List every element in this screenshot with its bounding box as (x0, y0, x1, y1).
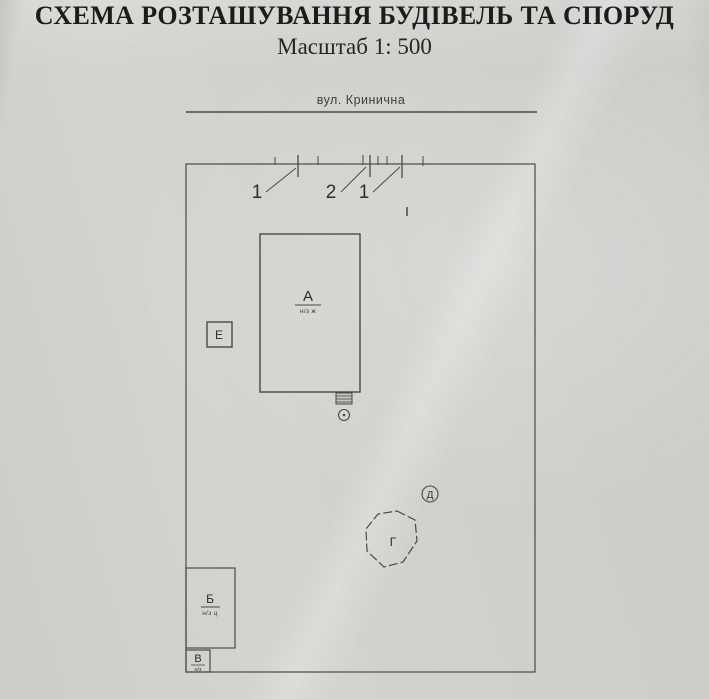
building-b-outline (186, 568, 235, 648)
porch-hatched (336, 393, 352, 404)
scale-label: Масштаб 1: 500 (277, 34, 432, 59)
street-name-label: вул. Кринична (316, 93, 406, 107)
building-v-sublabel: н/з (194, 667, 202, 673)
boundary-ticks (275, 155, 423, 178)
dimension-label: 2 (325, 182, 337, 203)
structure-e-label: Е (214, 328, 224, 342)
well-symbol (339, 410, 350, 421)
building-v-label: В (194, 653, 202, 665)
building-a-sublabel: н/з ж (299, 308, 317, 315)
building-b (186, 568, 235, 648)
dimension-label: 1 (251, 182, 263, 203)
page-title: СХЕМА РОЗТАШУВАННЯ БУДІВЕЛЬ ТА СПОРУД (34, 1, 675, 30)
building-v (186, 650, 210, 673)
structure-g-label: Г (389, 535, 397, 549)
leader-line (266, 168, 296, 192)
leader-line (373, 167, 400, 192)
structure-g (366, 511, 417, 567)
dimension-callouts (252, 167, 407, 216)
structure-d-label: Д (426, 490, 434, 501)
building-a (260, 234, 360, 421)
building-b-sublabel: н/з ц (202, 610, 218, 617)
structure-e (207, 322, 232, 347)
building-a-label: А (302, 288, 314, 305)
structure-d (422, 486, 438, 502)
dimension-label: 1 (358, 182, 370, 203)
building-b-label: Б (206, 592, 214, 606)
